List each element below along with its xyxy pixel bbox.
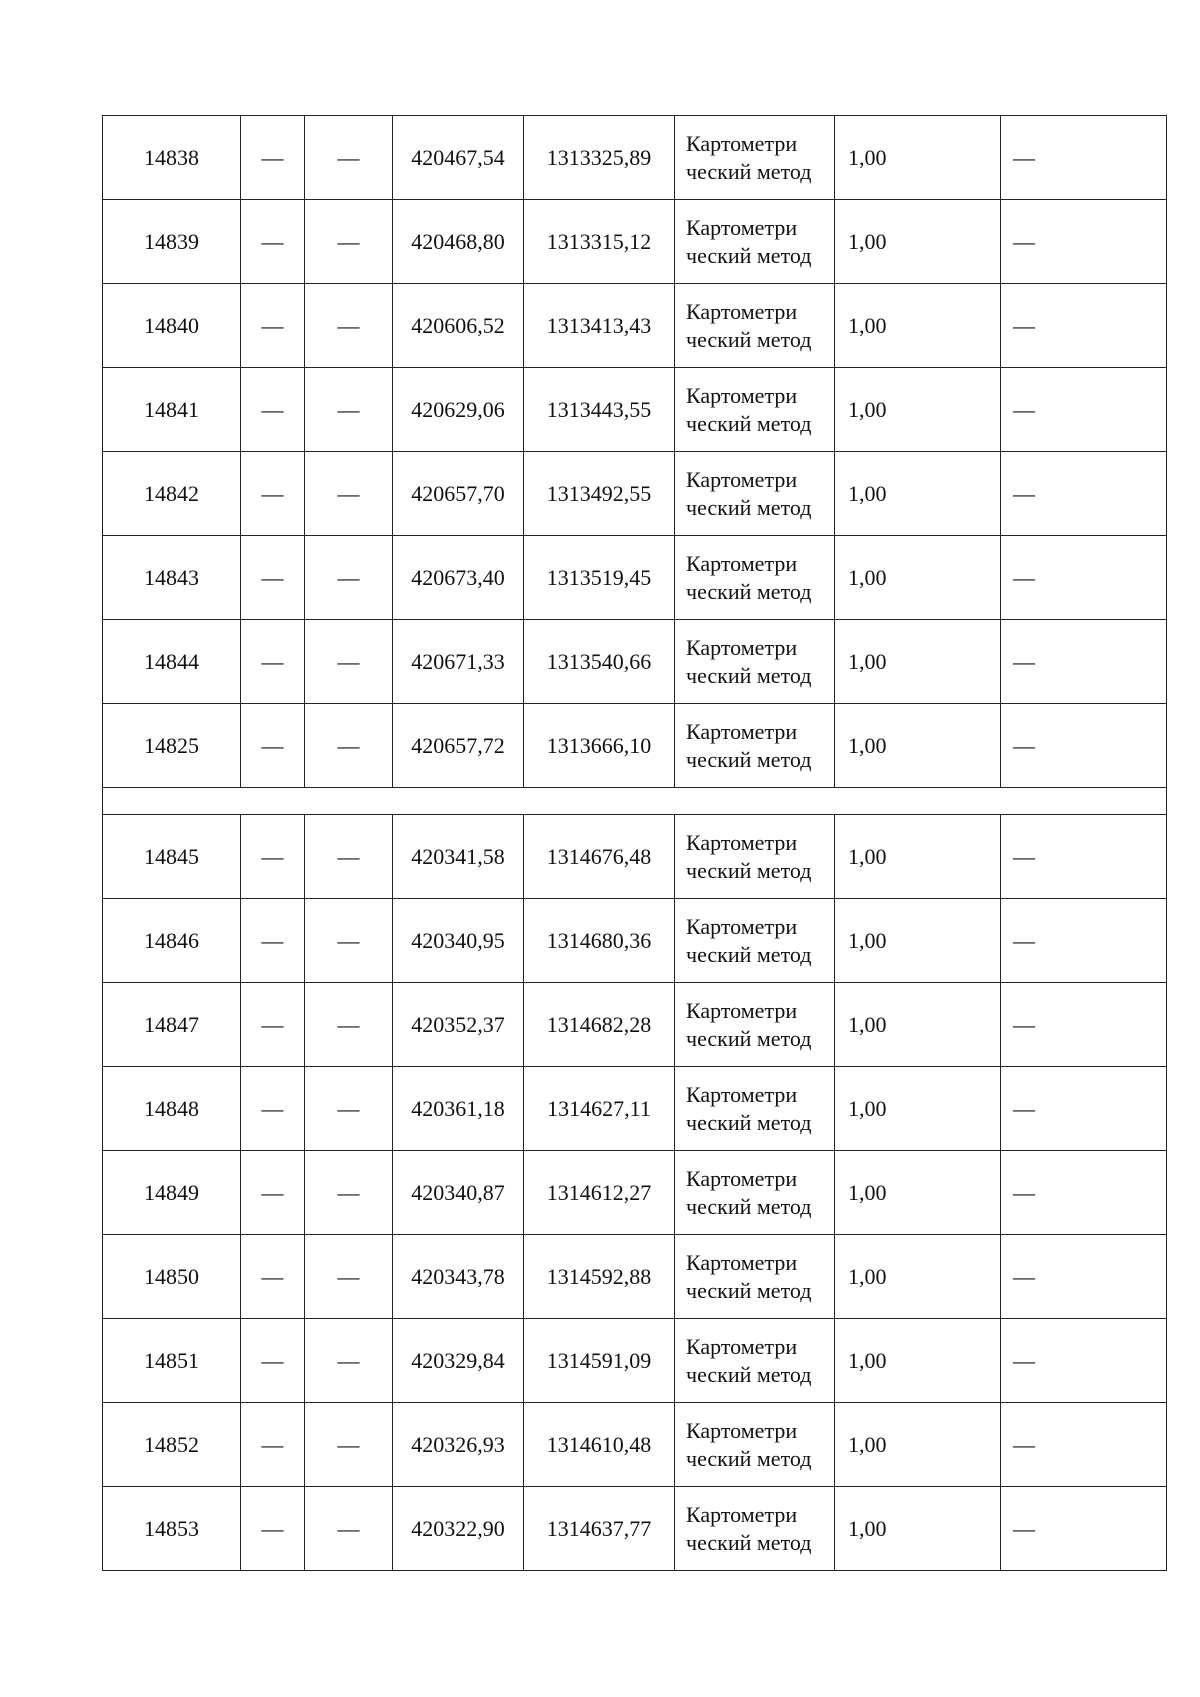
x-coordinate: 420341,58 xyxy=(393,815,524,899)
description-value: — xyxy=(1001,1487,1167,1571)
point-number: 14825 xyxy=(103,704,241,788)
y-coordinate: 1314680,36 xyxy=(524,899,675,983)
column-3-value: — xyxy=(305,200,393,284)
point-number: 14845 xyxy=(103,815,241,899)
column-3-value: — xyxy=(305,284,393,368)
table-row xyxy=(103,1319,1167,1403)
accuracy-value: 1,00 xyxy=(835,620,1001,704)
separator-cell xyxy=(103,788,1167,815)
table-row xyxy=(103,1235,1167,1319)
accuracy-value: 1,00 xyxy=(835,1319,1001,1403)
accuracy-value: 1,00 xyxy=(835,815,1001,899)
accuracy-value: 1,00 xyxy=(835,284,1001,368)
x-coordinate: 420673,40 xyxy=(393,536,524,620)
table-row xyxy=(103,815,1167,899)
column-2-value: — xyxy=(241,620,305,704)
x-coordinate: 420467,54 xyxy=(393,116,524,200)
column-3-value: — xyxy=(305,1235,393,1319)
accuracy-value: 1,00 xyxy=(835,536,1001,620)
column-2-value: — xyxy=(241,452,305,536)
point-number: 14839 xyxy=(103,200,241,284)
point-number: 14851 xyxy=(103,1319,241,1403)
separator-row xyxy=(103,788,1167,815)
accuracy-value: 1,00 xyxy=(835,452,1001,536)
table-row xyxy=(103,200,1167,284)
determination-method: Картометри ческий метод xyxy=(675,116,835,200)
accuracy-value: 1,00 xyxy=(835,704,1001,788)
description-value: — xyxy=(1001,983,1167,1067)
accuracy-value: 1,00 xyxy=(835,368,1001,452)
column-2-value: — xyxy=(241,1319,305,1403)
column-2-value: — xyxy=(241,1067,305,1151)
table-row xyxy=(103,704,1167,788)
y-coordinate: 1314592,88 xyxy=(524,1235,675,1319)
y-coordinate: 1313492,55 xyxy=(524,452,675,536)
accuracy-value: 1,00 xyxy=(835,1235,1001,1319)
accuracy-value: 1,00 xyxy=(835,1403,1001,1487)
column-3-value: — xyxy=(305,1151,393,1235)
table-row xyxy=(103,368,1167,452)
determination-method: Картометри ческий метод xyxy=(675,452,835,536)
point-number: 14846 xyxy=(103,899,241,983)
accuracy-value: 1,00 xyxy=(835,899,1001,983)
x-coordinate: 420657,70 xyxy=(393,452,524,536)
y-coordinate: 1313519,45 xyxy=(524,536,675,620)
x-coordinate: 420343,78 xyxy=(393,1235,524,1319)
y-coordinate: 1314591,09 xyxy=(524,1319,675,1403)
determination-method: Картометри ческий метод xyxy=(675,620,835,704)
column-3-value: — xyxy=(305,368,393,452)
column-2-value: — xyxy=(241,200,305,284)
column-3-value: — xyxy=(305,1487,393,1571)
column-3-value: — xyxy=(305,899,393,983)
determination-method: Картометри ческий метод xyxy=(675,368,835,452)
column-3-value: — xyxy=(305,1403,393,1487)
y-coordinate: 1314637,77 xyxy=(524,1487,675,1571)
y-coordinate: 1313540,66 xyxy=(524,620,675,704)
y-coordinate: 1314610,48 xyxy=(524,1403,675,1487)
description-value: — xyxy=(1001,1403,1167,1487)
determination-method: Картометри ческий метод xyxy=(675,1235,835,1319)
description-value: — xyxy=(1001,704,1167,788)
table-row xyxy=(103,1403,1167,1487)
column-2-value: — xyxy=(241,368,305,452)
description-value: — xyxy=(1001,536,1167,620)
point-number: 14847 xyxy=(103,983,241,1067)
table-row xyxy=(103,1151,1167,1235)
point-number: 14850 xyxy=(103,1235,241,1319)
point-number: 14840 xyxy=(103,284,241,368)
column-2-value: — xyxy=(241,1151,305,1235)
accuracy-value: 1,00 xyxy=(835,1067,1001,1151)
table-body xyxy=(103,116,1167,1571)
x-coordinate: 420326,93 xyxy=(393,1403,524,1487)
description-value: — xyxy=(1001,116,1167,200)
y-coordinate: 1314676,48 xyxy=(524,815,675,899)
description-value: — xyxy=(1001,200,1167,284)
table-row xyxy=(103,620,1167,704)
description-value: — xyxy=(1001,1235,1167,1319)
description-value: — xyxy=(1001,1319,1167,1403)
table-row xyxy=(103,536,1167,620)
determination-method: Картометри ческий метод xyxy=(675,1067,835,1151)
determination-method: Картометри ческий метод xyxy=(675,899,835,983)
y-coordinate: 1313666,10 xyxy=(524,704,675,788)
y-coordinate: 1313315,12 xyxy=(524,200,675,284)
column-3-value: — xyxy=(305,536,393,620)
determination-method: Картометри ческий метод xyxy=(675,200,835,284)
determination-method: Картометри ческий метод xyxy=(675,284,835,368)
x-coordinate: 420468,80 xyxy=(393,200,524,284)
table-row xyxy=(103,452,1167,536)
accuracy-value: 1,00 xyxy=(835,983,1001,1067)
column-2-value: — xyxy=(241,1403,305,1487)
point-number: 14848 xyxy=(103,1067,241,1151)
x-coordinate: 420657,72 xyxy=(393,704,524,788)
determination-method: Картометри ческий метод xyxy=(675,1403,835,1487)
column-3-value: — xyxy=(305,116,393,200)
point-number: 14842 xyxy=(103,452,241,536)
column-3-value: — xyxy=(305,1319,393,1403)
x-coordinate: 420361,18 xyxy=(393,1067,524,1151)
determination-method: Картометри ческий метод xyxy=(675,1487,835,1571)
description-value: — xyxy=(1001,1151,1167,1235)
column-2-value: — xyxy=(241,1487,305,1571)
determination-method: Картометри ческий метод xyxy=(675,536,835,620)
accuracy-value: 1,00 xyxy=(835,1487,1001,1571)
accuracy-value: 1,00 xyxy=(835,200,1001,284)
column-3-value: — xyxy=(305,983,393,1067)
description-value: — xyxy=(1001,1067,1167,1151)
point-number: 14844 xyxy=(103,620,241,704)
table-row xyxy=(103,1487,1167,1571)
determination-method: Картометри ческий метод xyxy=(675,815,835,899)
determination-method: Картометри ческий метод xyxy=(675,704,835,788)
y-coordinate: 1314612,27 xyxy=(524,1151,675,1235)
y-coordinate: 1314682,28 xyxy=(524,983,675,1067)
point-number: 14841 xyxy=(103,368,241,452)
point-number: 14852 xyxy=(103,1403,241,1487)
x-coordinate: 420606,52 xyxy=(393,284,524,368)
table-row xyxy=(103,1067,1167,1151)
table-row xyxy=(103,116,1167,200)
column-3-value: — xyxy=(305,704,393,788)
point-number: 14849 xyxy=(103,1151,241,1235)
description-value: — xyxy=(1001,899,1167,983)
column-2-value: — xyxy=(241,704,305,788)
description-value: — xyxy=(1001,815,1167,899)
x-coordinate: 420352,37 xyxy=(393,983,524,1067)
coordinates-table xyxy=(102,115,1167,1571)
determination-method: Картометри ческий метод xyxy=(675,983,835,1067)
x-coordinate: 420340,87 xyxy=(393,1151,524,1235)
determination-method: Картометри ческий метод xyxy=(675,1319,835,1403)
accuracy-value: 1,00 xyxy=(835,1151,1001,1235)
x-coordinate: 420340,95 xyxy=(393,899,524,983)
column-2-value: — xyxy=(241,815,305,899)
column-2-value: — xyxy=(241,1235,305,1319)
y-coordinate: 1313443,55 xyxy=(524,368,675,452)
point-number: 14838 xyxy=(103,116,241,200)
determination-method: Картометри ческий метод xyxy=(675,1151,835,1235)
table-row xyxy=(103,899,1167,983)
y-coordinate: 1313325,89 xyxy=(524,116,675,200)
y-coordinate: 1313413,43 xyxy=(524,284,675,368)
point-number: 14853 xyxy=(103,1487,241,1571)
column-2-value: — xyxy=(241,983,305,1067)
column-3-value: — xyxy=(305,452,393,536)
column-3-value: — xyxy=(305,815,393,899)
description-value: — xyxy=(1001,620,1167,704)
accuracy-value: 1,00 xyxy=(835,116,1001,200)
x-coordinate: 420671,33 xyxy=(393,620,524,704)
column-2-value: — xyxy=(241,116,305,200)
table-row xyxy=(103,284,1167,368)
x-coordinate: 420322,90 xyxy=(393,1487,524,1571)
x-coordinate: 420329,84 xyxy=(393,1319,524,1403)
table-row xyxy=(103,983,1167,1067)
description-value: — xyxy=(1001,452,1167,536)
column-2-value: — xyxy=(241,899,305,983)
description-value: — xyxy=(1001,368,1167,452)
point-number: 14843 xyxy=(103,536,241,620)
x-coordinate: 420629,06 xyxy=(393,368,524,452)
column-2-value: — xyxy=(241,284,305,368)
column-2-value: — xyxy=(241,536,305,620)
column-3-value: — xyxy=(305,620,393,704)
column-3-value: — xyxy=(305,1067,393,1151)
y-coordinate: 1314627,11 xyxy=(524,1067,675,1151)
description-value: — xyxy=(1001,284,1167,368)
